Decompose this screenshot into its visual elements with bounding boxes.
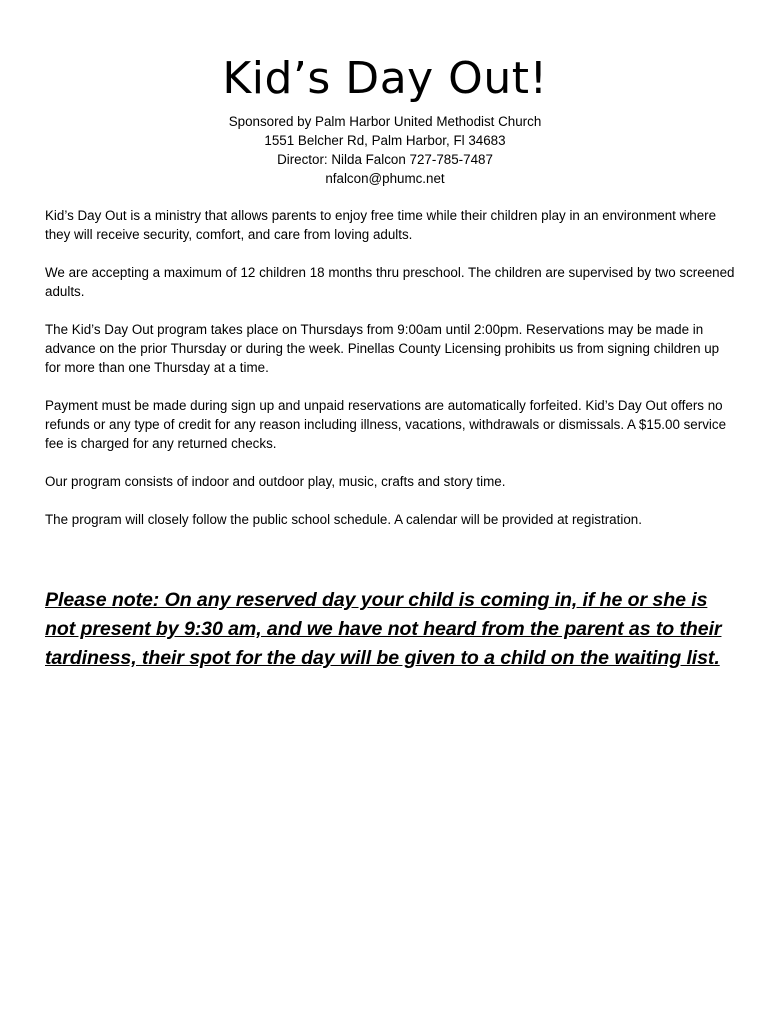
director-line: Director: Nilda Falcon 727-785-7487 [277,152,493,167]
paragraph-payment: Payment must be made during sign up and unpaid reservations are automatically forfeited. Kid’s Day Out offers no refunds or any type of credit for any reason including illness, vacations, withdrawals or dismissals. A $15.00 service fee is charged for any returned checks. [45,398,727,451]
paragraph-ministry: Kid’s Day Out is a ministry that allows parents to enjoy free time while their children play in an environment where they will receive security, comfort, and care from loving adults. [45,208,717,242]
sponsor-line: Sponsored by Palm Harbor United Methodist Church [228,114,542,129]
paragraph-calendar: The program will closely follow the public school schedule. A calendar will be provided at registration. [45,512,642,527]
contact-block [0,112,770,188]
paragraph-capacity: We are accepting a maximum of 12 children 18 months thru preschool. The children are supervised by two screened adults. [45,265,735,299]
address-line: 1551 Belcher Rd, Palm Harbor, Fl 34683 [264,133,506,148]
body-text [45,206,735,548]
paragraph-activities: Our program consists of indoor and outdoor play, music, crafts and story time. [45,474,506,489]
paragraph-schedule: The Kid’s Day Out program takes place on Thursdays from 9:00am until 2:00pm. Reservations may be made in advance on the prior Thursday or during the week. Pinellas County Licensing prohibits us from signing children up for more than one Thursday at a time. [45,322,720,375]
page-title: Kid’s Day Out! [222,53,548,104]
email-line: nfalcon@phumc.net [325,171,445,186]
important-notice: Please note: On any reserved day your child is coming in, if he or she is not present by 9:30 am, and we have not heard from the parent as to their tardiness, their spot for the day will be given to a child on the waiting list. [45,589,722,669]
